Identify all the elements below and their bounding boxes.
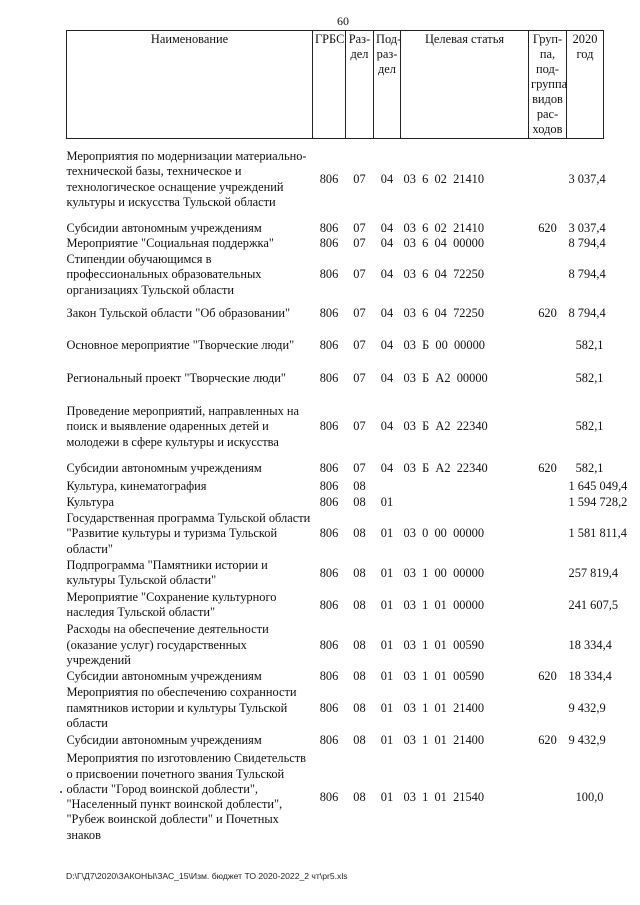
- row-podrazdel: 01: [380, 494, 394, 509]
- table-row: [67, 589, 604, 621]
- row-amount: 1 581 811,4: [568, 526, 627, 541]
- header-name: Наименование: [67, 31, 313, 139]
- row-target-article: 03 Б А2 22340: [403, 419, 488, 434]
- row-group: [529, 557, 567, 589]
- row-grbs: 806: [319, 306, 339, 321]
- row-grbs: 806: [319, 370, 339, 385]
- row-target-article: 03 1 01 21400: [403, 700, 485, 715]
- row-target-article: 03 Б А2 00000: [403, 370, 488, 385]
- row-razdel: 07: [353, 419, 366, 434]
- header-podrazdel: Под- раз- дел: [374, 31, 401, 139]
- row-target-article: 03 1 01 21400: [403, 732, 485, 747]
- row-name: Проведение мероприятий, направленных на поиск и выявление одаренных детей и молодежи в сфере культуры и искусства: [66, 404, 300, 449]
- row-razdel: 07: [353, 220, 366, 235]
- row-razdel: 08: [353, 789, 366, 804]
- row-amount: 582,1: [575, 419, 604, 434]
- row-target-article: 03 1 00 00000: [403, 565, 485, 580]
- row-name: Мероприятия по модернизации материально-технической базы, техническое и технологическое оснащение учреждений культуры и искусства Тульской области: [66, 149, 307, 210]
- row-podrazdel: 04: [380, 235, 394, 250]
- row-name: Культура, кинематография: [66, 479, 207, 494]
- row-amount: 1 645 049,4: [568, 479, 628, 494]
- row-podrazdel: 04: [380, 337, 394, 352]
- row-podrazdel: 04: [380, 419, 394, 434]
- row-podrazdel: 04: [380, 220, 394, 235]
- table-row: [67, 395, 604, 459]
- row-group: 620: [538, 461, 557, 476]
- table-row: [67, 557, 604, 589]
- row-name: Региональный проект "Творческие люди": [66, 370, 286, 385]
- row-name: Культура: [66, 494, 114, 509]
- row-grbs: 806: [319, 732, 339, 747]
- row-amount: 3 037,4: [568, 172, 606, 187]
- table-row: [67, 479, 604, 494]
- row-razdel: 07: [353, 235, 366, 250]
- row-name: Мероприятия по обеспечению сохранности памятников истории и культуры Тульской области: [66, 685, 297, 730]
- row-name: Стипендии обучающимся в профессиональных образовательных организациях Тульской области: [66, 252, 262, 297]
- row-razdel: 08: [353, 565, 366, 580]
- row-target-article: 03 6 04 72250: [403, 306, 485, 321]
- row-amount: 100,0: [575, 789, 604, 804]
- table-row: [67, 251, 604, 299]
- table-row: [67, 685, 604, 732]
- table-body: [66, 139, 628, 846]
- table-row: [67, 510, 604, 557]
- header-target: Целевая статья: [401, 31, 529, 139]
- row-amount: 3 037,4: [568, 220, 606, 235]
- row-grbs: 806: [319, 637, 339, 652]
- header-year: 2020 год: [567, 31, 604, 139]
- row-name: Мероприятие "Социальная поддержка": [66, 235, 274, 250]
- row-group: 620: [538, 306, 557, 321]
- table-row: [67, 621, 604, 669]
- row-amount: 8 794,4: [568, 235, 606, 250]
- row-razdel: 07: [353, 267, 366, 282]
- table-row: [67, 236, 604, 251]
- row-razdel: 07: [353, 461, 366, 476]
- table-row: [67, 732, 604, 749]
- row-grbs: 806: [319, 700, 339, 715]
- row-grbs: 806: [319, 461, 339, 476]
- budget-table: [66, 30, 628, 846]
- row-amount: 9 432,9: [568, 700, 606, 715]
- row-podrazdel: 04: [380, 461, 394, 476]
- row-name: Основное мероприятие "Творческие люди": [66, 337, 295, 352]
- row-razdel: 07: [353, 370, 366, 385]
- row-group: [529, 589, 567, 621]
- table-row: [67, 494, 604, 510]
- row-name: Субсидии автономным учреждениям: [66, 732, 262, 747]
- row-razdel: 07: [353, 306, 366, 321]
- table-row: [67, 669, 604, 684]
- row-name: Субсидии автономным учреждениям: [66, 669, 262, 684]
- row-group: 620: [538, 732, 557, 747]
- row-target-article: 03 Б А2 22340: [403, 461, 488, 476]
- row-name: Субсидии автономным учреждениям: [66, 220, 262, 235]
- row-razdel: 07: [353, 172, 366, 187]
- row-group: [529, 479, 567, 494]
- stray-dot: [60, 791, 62, 793]
- row-razdel: 08: [353, 479, 366, 494]
- table-row: [67, 362, 604, 395]
- row-razdel: 08: [353, 732, 366, 747]
- row-group: 620: [538, 220, 557, 235]
- table-row: [67, 299, 604, 329]
- row-group: [529, 251, 567, 299]
- row-podrazdel: [374, 479, 401, 494]
- row-podrazdel: 04: [380, 267, 394, 282]
- row-amount: 241 607,5: [568, 597, 619, 612]
- table-row: [67, 749, 604, 846]
- row-target-article: 03 Б 00 00000: [403, 337, 485, 352]
- row-podrazdel: 01: [380, 732, 394, 747]
- row-group: [529, 749, 567, 846]
- row-razdel: 08: [353, 700, 366, 715]
- row-grbs: 806: [319, 789, 339, 804]
- row-name: Государственная программа Тульской области "Развитие культуры и туризма Тульской области": [66, 510, 311, 556]
- budget-table-wrapper: [66, 30, 628, 846]
- row-grbs: 806: [319, 565, 339, 580]
- file-path-footer: D:\Г\Д7\2020\ЗАКОНЫ\ЗАС_15\Изм. бюджет ТО 2020-2022_2 чт\pr5.xls: [66, 871, 348, 881]
- row-amount: 8 794,4: [568, 267, 606, 282]
- row-amount: 582,1: [575, 370, 604, 385]
- row-group: [529, 139, 567, 221]
- table-row: [67, 221, 604, 236]
- row-grbs: 806: [319, 419, 339, 434]
- row-name: Субсидии автономным учреждениям: [66, 461, 262, 476]
- row-razdel: 08: [353, 637, 366, 652]
- row-podrazdel: 04: [380, 306, 394, 321]
- row-podrazdel: 01: [380, 565, 394, 580]
- row-amount: 582,1: [575, 461, 604, 476]
- row-podrazdel: 01: [380, 597, 394, 612]
- table-header-row: [67, 31, 604, 139]
- row-grbs: 806: [319, 172, 339, 187]
- row-target-article: 03 6 02 21410: [403, 220, 485, 235]
- row-target-article: [401, 494, 529, 510]
- row-group: [529, 685, 567, 732]
- row-razdel: 07: [353, 337, 366, 352]
- row-podrazdel: 01: [380, 526, 394, 541]
- row-group: [529, 395, 567, 459]
- row-target-article: [401, 479, 529, 494]
- header-razdel: Раз- дел: [346, 31, 374, 139]
- row-razdel: 08: [353, 669, 366, 684]
- row-target-article: 03 6 04 72250: [403, 267, 485, 282]
- row-podrazdel: 04: [380, 172, 394, 187]
- row-target-article: 03 1 01 00000: [403, 597, 485, 612]
- row-amount: 257 819,4: [568, 565, 619, 580]
- row-target-article: 03 1 01 21540: [403, 789, 485, 804]
- row-razdel: 08: [353, 494, 366, 509]
- row-name: Подпрограмма "Памятники истории и культуры Тульской области": [66, 558, 268, 588]
- row-name: Закон Тульской области "Об образовании": [66, 306, 291, 321]
- row-amount: 18 334,4: [568, 669, 612, 684]
- row-grbs: 806: [319, 597, 339, 612]
- table-row: [67, 459, 604, 479]
- row-name: Мероприятие "Сохранение культурного наследия Тульской области": [66, 590, 277, 620]
- row-grbs: 806: [319, 479, 339, 494]
- row-podrazdel: 01: [380, 637, 394, 652]
- table-row: [67, 329, 604, 362]
- row-group: [529, 362, 567, 395]
- row-name: Расходы на обеспечение деятельности (оказание услуг) государственных учреждений: [66, 622, 269, 668]
- row-grbs: 806: [319, 669, 339, 684]
- row-grbs: 806: [319, 267, 339, 282]
- row-amount: 1 594 728,2: [568, 494, 628, 509]
- row-name: Мероприятия по изготовлению Свидетельств о присвоении почетного звания Тульской области "Город воинской доблести", "Населенный пункт воинской доблести", "Рубеж воинской доблести" и Почетных знаков: [66, 751, 306, 842]
- row-amount: 18 334,4: [568, 637, 612, 652]
- row-amount: 582,1: [575, 337, 604, 352]
- row-grbs: 806: [319, 526, 339, 541]
- row-grbs: 806: [319, 494, 339, 509]
- row-podrazdel: 01: [380, 789, 394, 804]
- row-target-article: 03 1 01 00590: [403, 637, 485, 652]
- row-group: 620: [538, 669, 557, 684]
- row-grbs: 806: [319, 220, 339, 235]
- row-group: [529, 621, 567, 669]
- row-razdel: 08: [353, 597, 366, 612]
- row-podrazdel: 04: [380, 370, 394, 385]
- page-number: 60: [337, 14, 349, 28]
- row-podrazdel: 01: [380, 700, 394, 715]
- row-group: [529, 494, 567, 510]
- row-group: [529, 329, 567, 362]
- row-grbs: 806: [319, 235, 339, 250]
- row-amount: 9 432,9: [568, 732, 606, 747]
- header-group: Груп- па, под- группа видов рас- ходов: [529, 31, 567, 139]
- row-group: [529, 236, 567, 251]
- row-razdel: 08: [353, 526, 366, 541]
- row-target-article: 03 0 00 00000: [403, 526, 485, 541]
- header-grbs: ГРБС: [313, 31, 346, 139]
- row-group: [529, 510, 567, 557]
- table-row: [67, 139, 604, 221]
- row-target-article: 03 6 02 21410: [403, 172, 485, 187]
- row-podrazdel: 01: [380, 669, 394, 684]
- row-amount: 8 794,4: [568, 306, 606, 321]
- row-grbs: 806: [319, 337, 339, 352]
- row-target-article: 03 6 04 00000: [403, 235, 485, 250]
- row-target-article: 03 1 01 00590: [403, 669, 485, 684]
